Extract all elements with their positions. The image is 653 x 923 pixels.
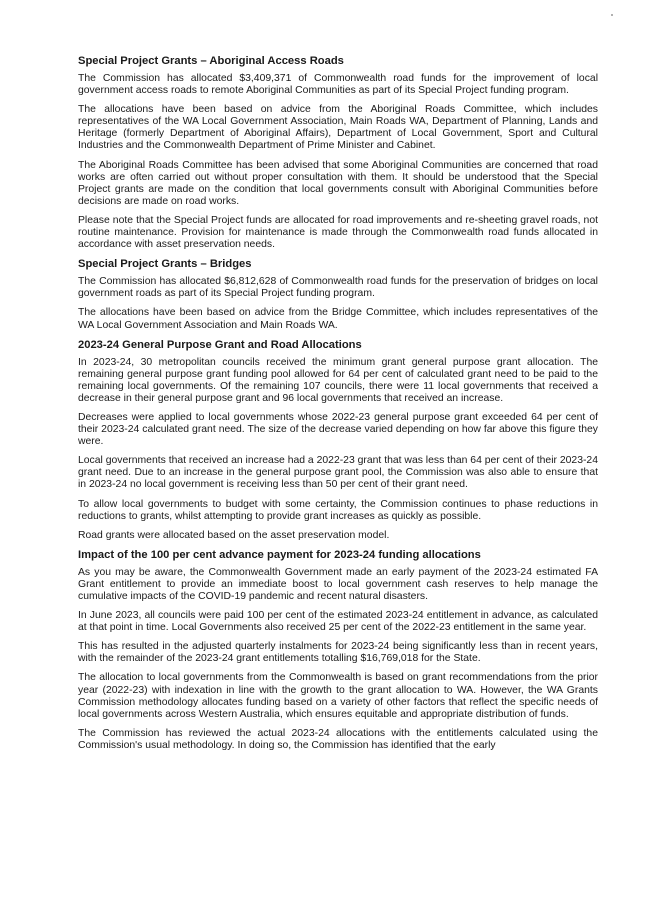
paragraph: To allow local governments to budget with some certainty, the Commission continues to phase reductions in reductions to grants, whilst attempting to provide grant increases as quickly as possible. xyxy=(78,498,598,522)
section-heading-advance-payment: Impact of the 100 per cent advance payment for 2023-24 funding allocations xyxy=(78,548,481,561)
paragraph: In June 2023, all councils were paid 100 per cent of the estimated 2023-24 entitlement in advance, as calculated at that point in time. Local Governments also received 25 per cent of the 2022-23 entitlement in the same year. xyxy=(78,610,598,634)
section-heading-general-purpose-grant: 2023-24 General Purpose Grant and Road Allocations xyxy=(78,338,362,351)
paragraph: Local governments that received an increase had a 2022-23 grant that was less than 64 per cent of their 2023-24 grant need. Due to an increase in the general purpose grant pool, the Commission was also able to ensure that in 2023-24 no local government is receiving less than 50 per cent of their grant need. xyxy=(78,455,598,491)
paragraph: The allocation to local governments from the Commonwealth is based on grant recommendations from the prior year (2022-23) with indexation in line with the growth to the grant allocation to WA. However, the WA Grants Commission methodology allocates funding based on a variety of other factors that reflect the specific needs of local governments across Western Australia, which ensures equitable and appropriate distribution of funds. xyxy=(78,672,598,720)
paragraph: Road grants were allocated based on the asset preservation model. xyxy=(78,529,390,541)
paragraph: The Aboriginal Roads Committee has been advised that some Aboriginal Communities are concerned that road works are often carried out without proper consultation with them. It should be understood that the Special Project grants are made on the condition that local governments consult with Aboriginal Communities before decisions are made on road works. xyxy=(78,159,598,207)
scan-speck xyxy=(611,14,613,16)
section-heading-bridges: Special Project Grants – Bridges xyxy=(78,258,252,271)
paragraph: The allocations have been based on advice from the Bridge Committee, which includes representatives of the WA Local Government Association and Main Roads WA. xyxy=(78,307,598,331)
paragraph: Decreases were applied to local governments whose 2022-23 general purpose grant exceeded 64 per cent of their 2023-24 calculated grant need. The size of the decrease varied depending on how far above this figure they were. xyxy=(78,411,598,448)
paragraph: The Commission has reviewed the actual 2023-24 allocations with the entitlements calculated using the Commission's usual methodology. In doing so, the Commission has identified that the early xyxy=(78,727,598,751)
paragraph: This has resulted in the adjusted quarterly instalments for 2023-24 being significantly less than in recent years, with the remainder of the 2023-24 grant entitlements totalling $16,769,018 for the State. xyxy=(78,641,598,665)
paragraph: In 2023-24, 30 metropolitan councils received the minimum grant general purpose grant allocation. The remaining general purpose grant funding pool allowed for 64 per cent of calculated grant need to be paid to the remaining local governments. Of the remaining 107 councils, there were 11 local governments that received a decrease in their general purpose grant and 96 local governments that received an increase. xyxy=(78,356,598,404)
paragraph: The allocations have been based on advice from the Aboriginal Roads Committee, which includes representatives of the WA Local Government Association, Main Roads WA, Department of Planning, Lands and Heritage (formerly Department of Aboriginal Affairs), Department of Local Government, Sport and Cultural Industries and the Commonwealth Department of Prime Minister and Cabinet. xyxy=(78,104,598,152)
section-heading-aboriginal-access-roads: Special Project Grants – Aboriginal Access Roads xyxy=(78,55,344,67)
paragraph: As you may be aware, the Commonwealth Government made an early payment of the 2023-24 estimated FA Grant entitlement to provide an immediate boost to local government cash reserves to help manage the cumulative impacts of the COVID-19 pandemic and recent natural disasters. xyxy=(78,566,598,602)
document-page xyxy=(78,55,598,759)
paragraph: Please note that the Special Project funds are allocated for road improvements and re-sheeting gravel roads, not routine maintenance. Provision for maintenance is made through the Commonwealth road funds allocated in accordance with asset preservation needs. xyxy=(78,214,598,251)
paragraph: The Commission has allocated $6,812,628 of Commonwealth road funds for the preservation of bridges on local government roads as part of its Special Project funding program. xyxy=(78,276,598,300)
paragraph: The Commission has allocated $3,409,371 of Commonwealth road funds for the improvement of local government access roads to remote Aboriginal Communities as part of its Special Project funding program. xyxy=(78,73,598,97)
